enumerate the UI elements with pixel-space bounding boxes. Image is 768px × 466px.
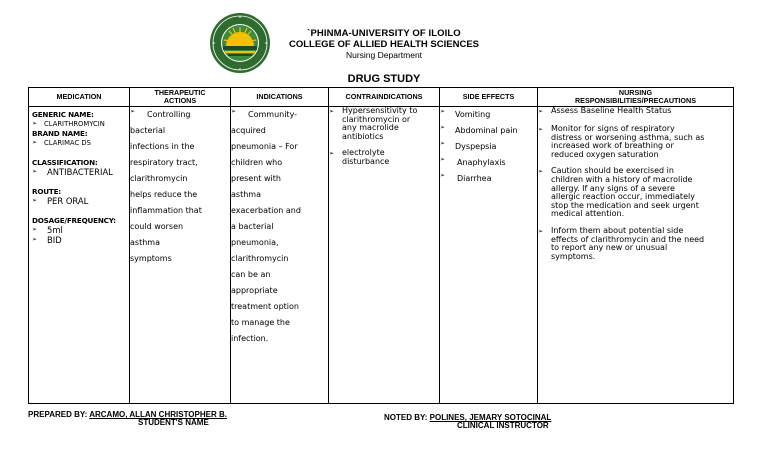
list-item: ➢ Anaphylaxis	[440, 155, 537, 171]
list-item: ➢ Assess Baseline Health Status	[538, 106, 672, 115]
generic-name-label: GENERIC NAME:	[32, 110, 94, 119]
college-name: COLLEGE OF ALLIED HEALTH SCIENCES	[288, 39, 479, 50]
list-item: ➢ electrolyte disturbance	[329, 148, 390, 166]
bullet-arrow-icon: ➢	[32, 120, 38, 127]
bullet-arrow-icon: ➢	[32, 236, 38, 243]
document-header	[276, 28, 492, 61]
medication-cell	[29, 107, 130, 404]
col-header-medication: MEDICATION	[29, 88, 130, 107]
bullet-arrow-icon: ➢	[32, 168, 38, 175]
col-header-nursing: NURSING RESPONSIBILITIES/PRECAUTIONS	[538, 88, 734, 107]
col-header-contraindications: CONTRAINDICATIONS	[329, 88, 440, 107]
bullet-arrow-icon: ➢	[32, 139, 38, 146]
contraindications-cell	[329, 107, 440, 404]
therapeutic-actions-cell: ➢ Controlling bacterial infections in the respiratory tract, clarithromycin helps reduce the inflammation that could worsen asthma symptoms	[130, 107, 231, 404]
noted-by-role: CLINICAL INSTRUCTOR	[457, 421, 549, 430]
bullet-arrow-icon: ➢	[538, 108, 544, 115]
generic-name-value: CLARITHROMYCIN	[44, 120, 105, 128]
bullet-arrow-icon: ➢	[538, 168, 544, 176]
col-header-side-effects: SIDE EFFECTS	[440, 88, 538, 107]
list-item: ➢ Caution should be exercised in children with a history of macrolide allergy. If any signs of a severe allergic reaction occur, immediately stop the medication and seek urgent medical attention.	[538, 166, 699, 219]
brand-name-value: CLARIMAC DS	[44, 139, 91, 147]
document-title: DRUG STUDY	[347, 73, 421, 85]
noted-by	[384, 413, 552, 430]
bullet-arrow-icon: ➢	[440, 108, 446, 115]
list-item: ➢ Diarrhea	[440, 171, 537, 187]
bullet-arrow-icon: ➢	[538, 126, 544, 133]
bullet-arrow-icon: ➢	[32, 197, 38, 204]
brand-name-label: BRAND NAME:	[32, 129, 88, 138]
table-header-row	[29, 88, 734, 107]
table-body-row	[29, 107, 734, 404]
col-header-therapeutic-actions: THERAPEUTIC ACTIONS	[130, 88, 231, 107]
university-seal-logo	[209, 12, 271, 74]
col-header-indications: INDICATIONS	[231, 88, 329, 107]
classification-value: ANTIBACTERIAL	[47, 167, 113, 177]
dosage-value: 5ml	[47, 225, 63, 235]
prepared-by-name: ARCAMO, ALLAN CHRISTOPHER B.	[89, 410, 227, 419]
bullet-arrow-icon: ➢	[440, 140, 446, 147]
bullet-arrow-icon: ➢	[32, 226, 38, 233]
prepared-by-role: STUDENT'S NAME	[138, 418, 209, 427]
indications-cell: ➢ Community- acquired pneumonia – For children who present with asthma exacerbation and a bacterial pneumonia, clarithromycin can be an appropriate treatment option to manage the infection.	[231, 107, 329, 404]
noted-by-name: POLINES, JEMARY SOTOCINAL	[429, 413, 552, 422]
route-label: ROUTE:	[32, 187, 61, 196]
university-name: `PHINMA-UNIVERSITY OF ILOILO	[307, 28, 461, 39]
list-item: ➢ Monitor for signs of respiratory distress or worsening asthma, such as increased work of breathing or reduced oxygen saturation	[538, 124, 705, 159]
bullet-arrow-icon: ➢	[329, 150, 335, 158]
nursing-responsibilities-cell	[538, 107, 734, 404]
side-effects-cell	[440, 107, 538, 404]
bullet-arrow-icon: ➢	[130, 108, 136, 115]
list-item: ➢ Inform them about potential side effects of clarithromycin and the need to report any new or unusual symptoms.	[538, 225, 705, 261]
route-value: PER ORAL	[47, 196, 89, 206]
bullet-arrow-icon: ➢	[440, 124, 446, 131]
list-item: ➢ Hypersensitivity to clarithromycin or any macrolide antibiotics	[329, 106, 418, 141]
classification-label: CLASSIFICATION:	[32, 158, 98, 167]
list-item: ➢ Vomiting	[440, 107, 537, 123]
drug-study-table	[28, 87, 734, 404]
bullet-arrow-icon: ➢	[231, 108, 237, 115]
list-item: ➢ Dyspepsia	[440, 139, 537, 155]
bullet-arrow-icon: ➢	[440, 156, 446, 163]
list-item: ➢ Abdominal pain	[440, 123, 537, 139]
bullet-arrow-icon: ➢	[440, 172, 446, 179]
department-name: Nursing Department	[345, 50, 423, 60]
bullet-arrow-icon: ➢	[538, 227, 544, 235]
noted-by-label: NOTED BY:	[384, 413, 428, 422]
frequency-value: BID	[47, 235, 62, 245]
bullet-arrow-icon: ➢	[329, 108, 335, 115]
prepared-by-label: PREPARED BY:	[28, 410, 88, 419]
dosage-label: DOSAGE/FREQUENCY:	[32, 216, 116, 225]
prepared-by	[28, 410, 227, 427]
